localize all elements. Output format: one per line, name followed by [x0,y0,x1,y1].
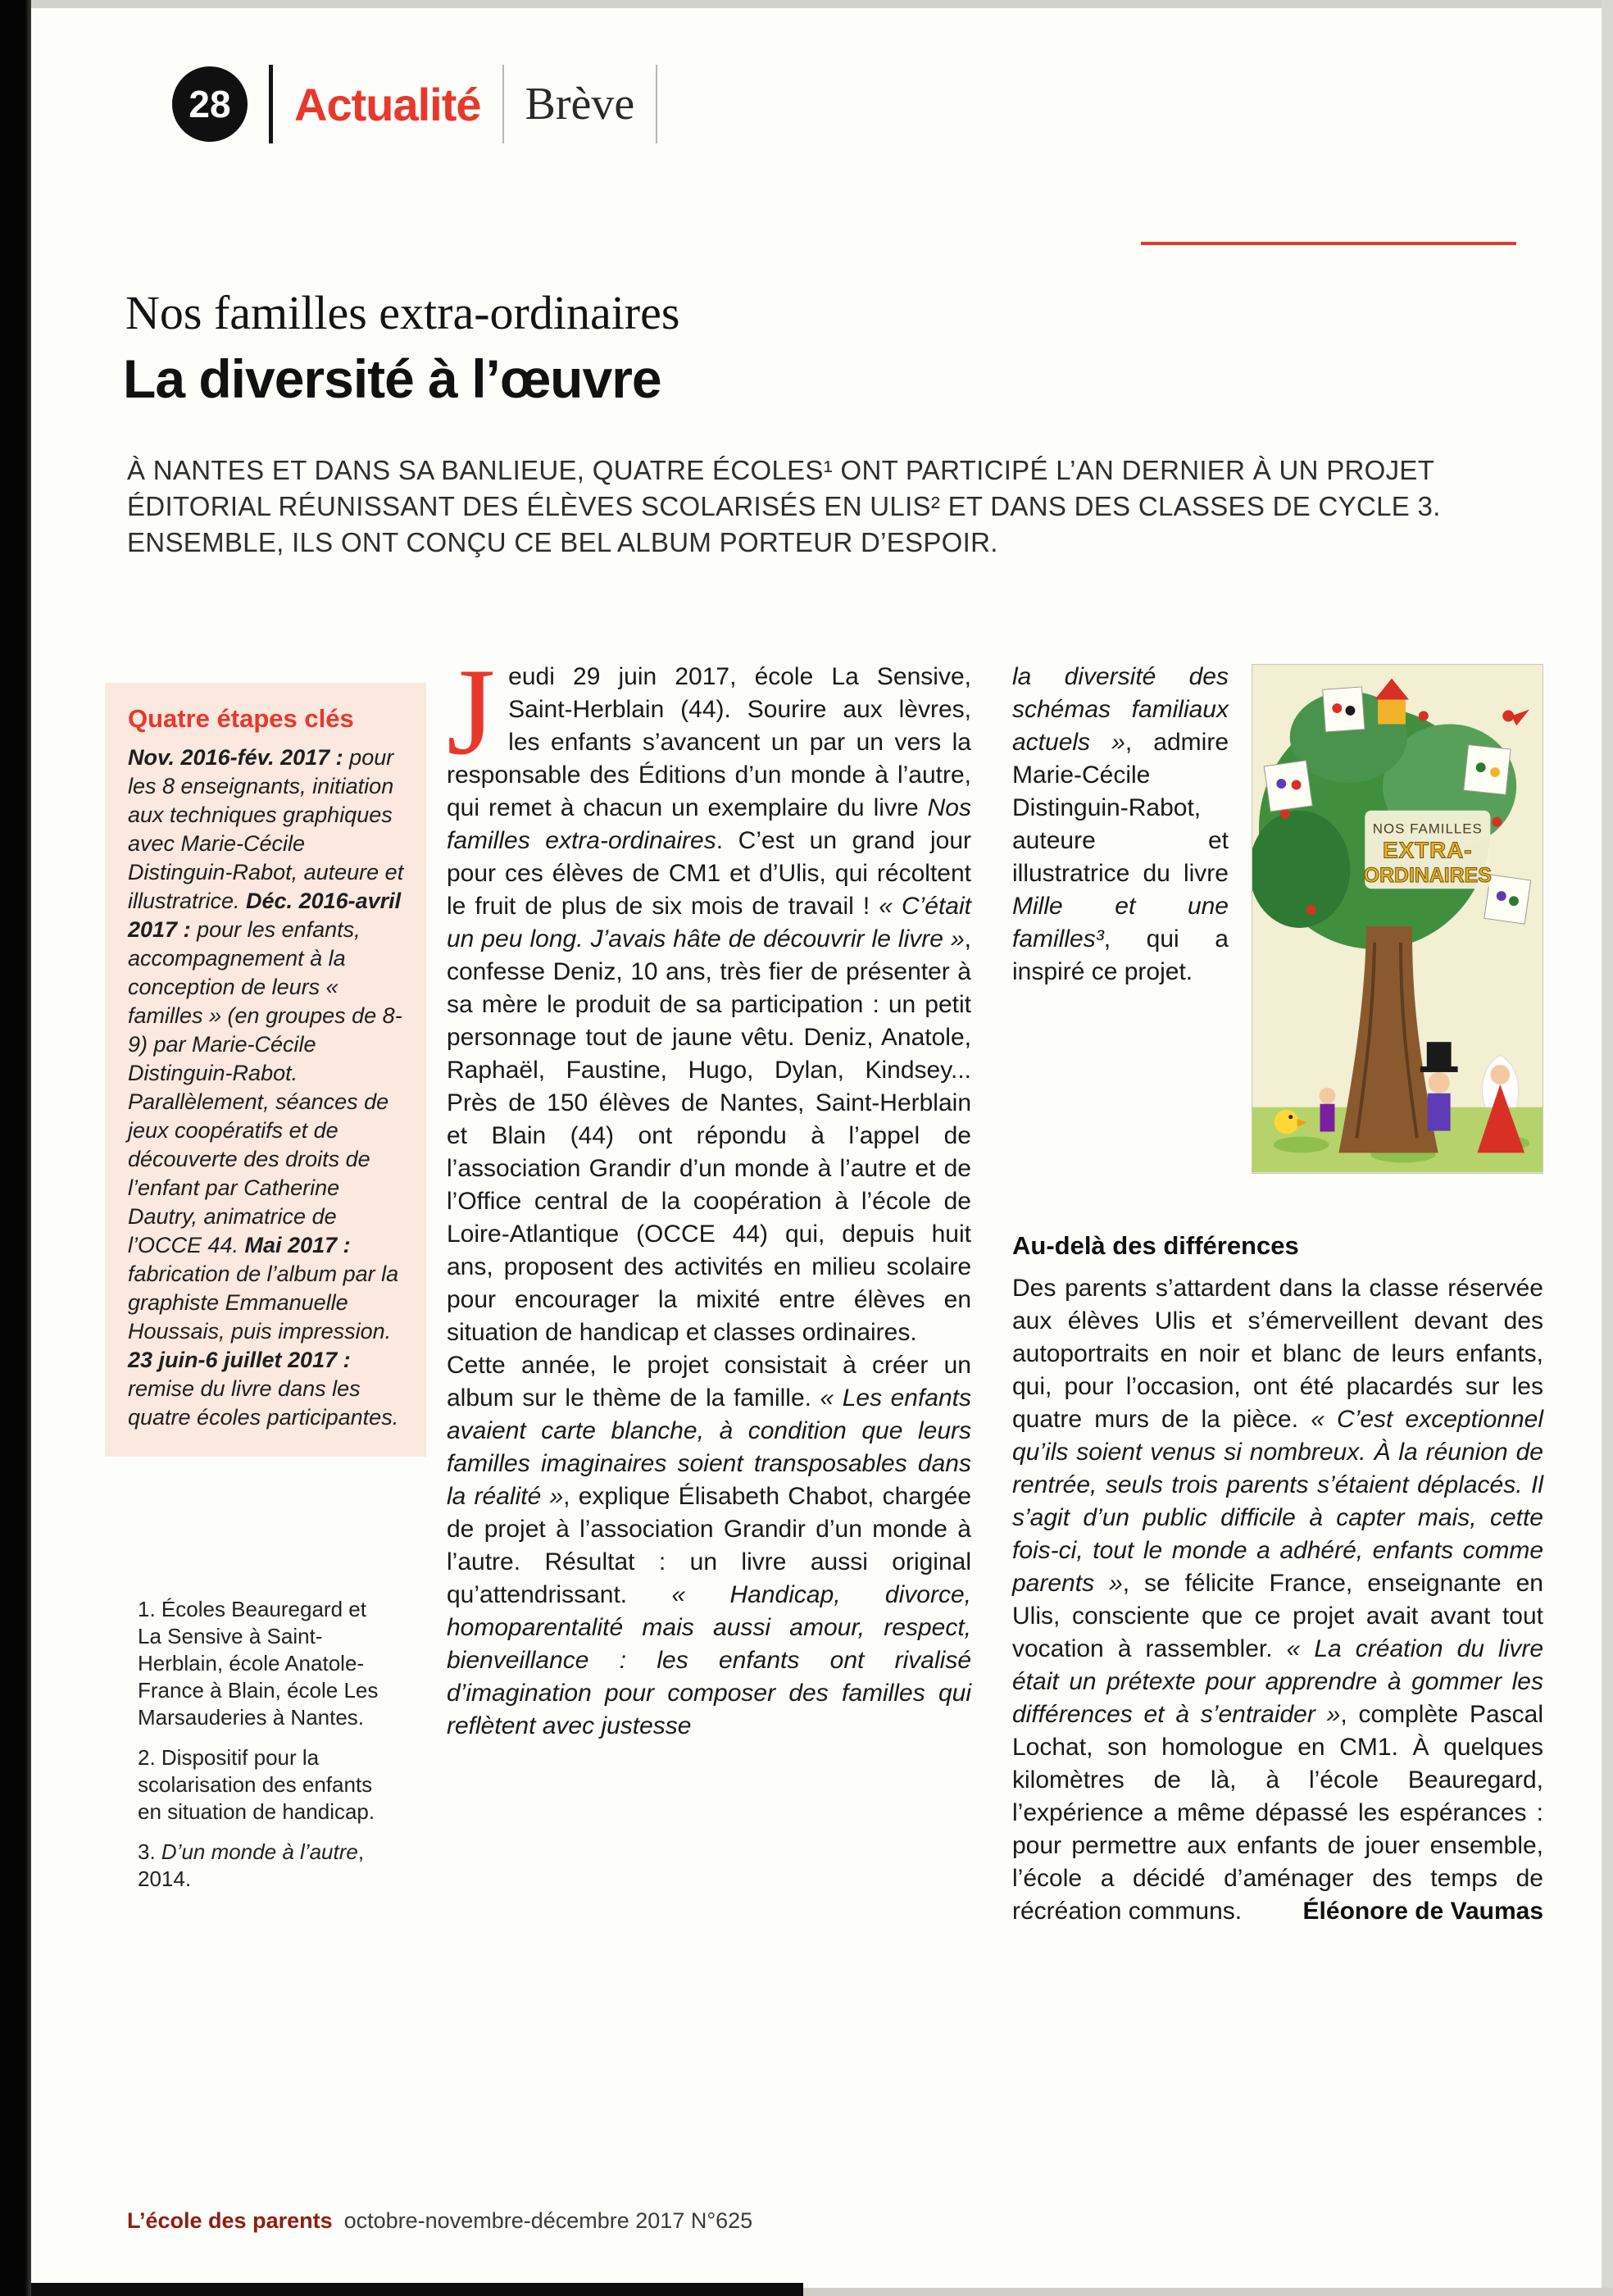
book-cover-illustration [1252,665,1543,1173]
article-paragraph-2 [447,1349,971,1743]
text-segment: , qui a inspiré ce projet. [1012,925,1229,985]
text-segment: , se félicite France, enseignante en Ulis, consciente que ce projet avait avant tout vocation à rassembler. [1012,1570,1543,1662]
cover-title-line1: NOS FAMILLES [1372,821,1483,837]
text-segment: la diversité des schémas familiaux actuels » [1012,663,1229,756]
text-segment: fabrication de l’album par la graphiste Emmanuelle Houssais, puis impression. [128,1262,399,1344]
article-headline: La diversité à l’œuvre [123,348,661,409]
drop-cap: J [447,643,496,780]
text-segment: Mai 2017 : [244,1233,351,1257]
text-segment: Nos familles extra-ordinaires [447,794,971,854]
text-segment: pour les 8 enseignants, initiation aux techniques graphiques avec Marie-Cécile Distinguin-Rabot, auteure et illustratrice. [128,745,404,913]
key-steps-box [105,683,426,1457]
cover-title-line2: EXTRA- [1383,837,1473,863]
magazine-name: L’école des parents [127,2208,333,2233]
scan-edge-right [1602,0,1613,2296]
page-number-badge: 28 [172,66,248,142]
grass-tuft [1274,1137,1329,1153]
text-segment: pour les enfants, accompagnement à la conception de leurs « familles » (en groupes de 8-9) par Marie-Cécile Distinguin-Rabot. Parallèlement, séances de jeux coopératifs et de découverte des droits de l’enfant par Catherine Dautry, animatrice de l’OCCE 44. [128,917,402,1257]
text-segment: remise du livre dans les quatre écoles participantes. [128,1376,399,1430]
text-segment: « La création du livre était un prétexte pour apprendre à gommer les différences et à s’entraider » [1012,1635,1544,1728]
byline: Éléonore de Vaumas [1302,1898,1543,1925]
page-footer [127,2208,1504,2234]
masthead-divider [502,65,504,143]
red-rule [1141,242,1516,245]
cover-title-line3: ORDINAIRES [1363,865,1492,888]
footnotes [105,1596,384,1893]
text-segment: 1. Écoles Beauregard et La Sensive à Saint-Herblain, école Anatole-France à Blain, école Les Marsauderies à Nantes. [138,1597,379,1730]
text-segment: D’un monde à l’autre [161,1839,358,1864]
text-segment: Nov. 2016-fév. 2017 : [128,745,350,770]
article-paragraph-4 [1012,1272,1543,1928]
text-segment: . C’est un grand jour pour ces élèves de CM1 et d’Ulis, qui récoltent le fruit de plus de six mois de travail ! [447,827,971,920]
article-column-2 [1012,661,1543,1928]
text-segment: , 2014. [138,1839,365,1891]
text-segment: « C’était un peu long. J’avais hâte de découvrir le livre » [447,893,971,952]
footnote-2 [138,1744,384,1825]
cover-child-figure [1320,1088,1336,1132]
text-segment: , admire Marie-Cécile Distinguin-Rabot, auteure et illustratrice du livre [1012,729,1229,887]
text-segment: « Les enfants avaient carte blanche, à condition que leurs familles imaginaires soient transposables dans la réalité » [447,1384,971,1510]
scan-edge-left [0,0,31,2296]
scan-edge-top [0,0,1613,8]
article-lede: À NANTES ET DANS SA BANLIEUE, QUATRE ÉCOLES¹ ONT PARTICIPÉ L’AN DERNIER À UN PROJET ÉDITORIAL RÉUNISSANT DES ÉLÈVES SCOLARISÉS EN ULIS² ET DANS DES CLASSES DE CYCLE 3. ENSEMBLE, ILS ONT CONÇU CE BEL ALBUM PORTEUR D’ESPOIR. [127,455,1441,557]
text-segment: 23 juin-6 juillet 2017 : [128,1348,351,1372]
article-kicker: Nos familles extra-ordinaires [125,286,680,339]
cover-title [1364,811,1492,889]
masthead-divider [656,65,657,143]
key-steps-body [128,743,405,1432]
section-label: Actualité [294,78,481,130]
text-segment: , confesse Deniz, 10 ans, très fier de présenter à sa mère le produit de sa participation : un petit personnage tout de jaune vêtu. Deniz, Anatole, Raphaël, Faustine, Hugo, Dylan, Kindsey... Près de 150 élèves de Nantes, Saint-Herblain et Blain (44) ont répondu à l’appel de l’association Grandir d’un monde à l’autre et de l’Office central de la coopération à l’école de Loire-Atlantique (OCCE 44) qui, depuis huit ans, proposent des activités en milieu scolaire pour encourager la mixité entre élèves en situation de handicap et classes ordinaires. [447,925,971,1346]
footnote-1 [138,1596,384,1731]
text-segment: Cette année, le projet consistait à créer un album sur le thème de la famille. [447,1352,971,1412]
text-segment: Mille et une familles³ [1012,893,1229,952]
text-segment: eudi 29 juin 2017, école La Sensive, Saint-Herblain (44). Sourire aux lèvres, les enfants s’avancent un par un vers la responsable des Éditions d’un monde à l’autre, qui remet à chacun un exemplaire du livre [447,663,971,821]
article-subheading: Au-delà des différences [1012,1231,1299,1260]
text-segment: « C’est exceptionnel qu’ils soient venus si nombreux. À la réunion de rentrée, seuls trois parents s’étaient déplacés. Il s’agit d’un public difficile à capter mais, cette fois-ci, tout le monde a adhéré, enfants comme parents » [1012,1406,1543,1597]
footnote-3 [138,1839,384,1893]
subsection-label: Brève [525,79,635,130]
text-segment: Déc. 2016-avril 2017 : [128,889,402,942]
text-segment: Des parents s’attardent dans la classe réservée aux élèves Ulis et s’émerveillent devant des autoportraits en noir et blanc de leurs enfants, qui, pour l’occasion, ont été placardés sur les quatre murs de la pièce. [1012,1275,1543,1433]
text-segment: « Handicap, divorce, homoparentalité mais aussi amour, respect, bienveillance : les enfants ont rivalisé d’imagination pour composer des familles qui reflètent avec justesse [447,1581,971,1739]
scan-edge-bottom-dark [0,2283,803,2296]
article-paragraph-1 [447,643,971,1349]
book-cover [1252,664,1543,1174]
masthead [172,64,679,144]
text-segment: , explique Élisabeth Chabot, chargée de projet à l’association Grandir d’un monde à l’autre. Résultat : un livre aussi original qu’attendrissant. [447,1483,971,1608]
masthead-divider [269,65,273,143]
key-steps-title: Quatre étapes clés [128,704,354,733]
text-segment: 2. Dispositif pour la scolarisation des enfants en situation de handicap. [138,1745,375,1824]
left-column [105,683,426,1906]
article-column-1 [447,643,971,1743]
issue-info: octobre-novembre-décembre 2017 N°625 [343,2208,753,2233]
text-segment: 3. [138,1839,161,1864]
text-segment: , complète Pascal Lochat, son homologue en CM1. À quelques kilomètres de là, à l’école Beauregard, l’expérience a même dépassé les espérances : pour permettre aux enfants de jouer ensemble, l’école a décidé d’aménager des temps de récréation communs. [1012,1701,1543,1925]
